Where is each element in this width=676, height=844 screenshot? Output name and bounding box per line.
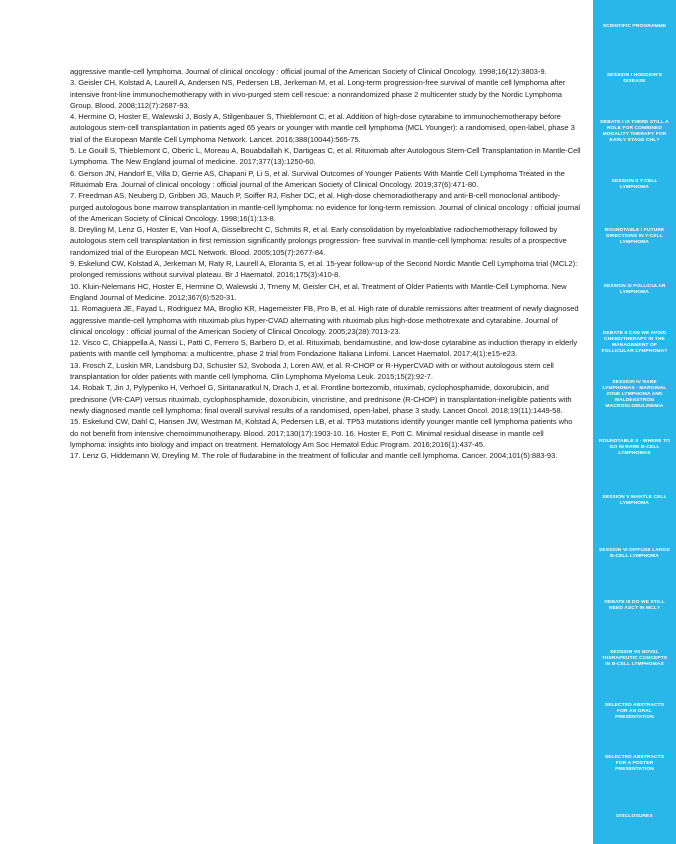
sidebar-nav-tab[interactable] — [593, 158, 676, 211]
reference-entry: 4. Hermine O, Hoster E, Walewski J, Bosly A, Stilgenbauer S, Thieblemont C, et al. Addition of high-dose cytarabine to immunochemotherapy before autologous stem-cell transplantation in patients aged 65 years or younger with mantle cell lymphoma (MCL Younger): a randomised, open-label, phase 3 trial of the European Mantle Cell Lymphoma Network. Lancet. 2016;388(10044):565-75. — [70, 112, 575, 144]
reference-entry: 3. Geisler CH, Kolstad A, Laurell A, Andersen NS, Pedersen LB, Jerkeman M, et al. Long-term progression-free survival of mantle cell lymphoma after intensive front-line immunochemotherapy with in vivo-purged stem cell rescue: a nonrandomized phase 2 multicenter study by the Nordic Lymphoma Group. Blood. 2008;112(7):2687-93. — [70, 78, 566, 110]
sidebar-nav-tab[interactable] — [593, 53, 676, 106]
sidebar-nav-tab-label: SESSION VI DIFFUSE LARGE B-CELL LYMPHOMA — [599, 547, 670, 559]
sidebar-nav-tab[interactable] — [593, 0, 676, 53]
sidebar-nav-tab-label: SESSION I HODGKIN'S DISEASE — [606, 73, 663, 85]
sidebar-nav-tab[interactable] — [593, 316, 676, 369]
sidebar-nav-tab[interactable] — [593, 580, 676, 633]
reference-entry: 10. Kluin-Nelemans HC, Hoster E, Hermine O, Walewski J, Trneny M, Geisler CH, et al. Treatment of Older Patients with Mantle-Cell Lymphoma. New England Journal of Medicine. 2012;367(6):520-31. — [70, 281, 567, 302]
sidebar-nav-tab[interactable] — [593, 369, 676, 422]
reference-entry: 6. Gerson JN, Handorf E, Villa D, Gerrie AS, Chapani P, Li S, et al. Survival Outcomes of Younger Patients With Mantle Cell Lymphoma Treated in the Rituximab Era. Journal of clinical oncology : official journal of the American Society of Clinical Oncology. 2019;37(6):471-80. — [70, 168, 565, 189]
reference-entry: 15. Eskelund CW, Dahl C, Hansen JW, Westman M, Kolstad A, Pedersen LB, et al. TP53 mutations identify younger mantle cell lymphoma patients who do not benefit from intensive chemoimmunotherapy. Blood. 2017;130(17):1903-10. 16. Hoster E, Pott C. Minimal residual disease in mantle cell lymphoma: insights into biology and impact on treatment. Hematology Am Soc Hematol Educ Program. 2016;2016(1):437-45. — [70, 417, 573, 449]
sidebar-nav-tab[interactable] — [593, 685, 676, 738]
section-navigation-sidebar — [590, 0, 676, 836]
reference-list — [70, 66, 582, 461]
sidebar-nav-tab-label: SESSION VII NOVEL THERAPEUTIC CONCEPTS IN B-CELL LYMPHOMAS — [601, 649, 668, 667]
sidebar-nav-tab-label: SELECTED ABSTRACTS FOR AN ORAL PRESENTATION — [604, 702, 665, 720]
sidebar-nav-tab-label: ROUNDTABLE I FUTURE DIRECTIONS IN T-CELL LYMPHOMA — [604, 228, 665, 246]
sidebar-nav-tab[interactable] — [593, 264, 676, 317]
sidebar-nav-tab-label: DISCLOSURES — [616, 814, 653, 819]
sidebar-nav-tab[interactable] — [593, 738, 676, 791]
reference-entry: 8. Dreyling M, Lenz G, Hoster E, Van Hoof A, Gisselbrecht C, Schmits R, et al. Early consolidation by myeloablative radiochemotherapy followed by autologous stem cell transplantation in first remission significantly prolongs progression- free survival in mantle-cell lymphoma: results of a prospective randomized trial of the European MCL Network. Blood. 2005;105(7):2677-84. — [70, 225, 567, 257]
sidebar-nav-tab-label: DEBATE III DO WE STILL NEED ASCT IN MCL? — [604, 600, 665, 612]
reference-entry: 13. Frosch Z, Luskin MR, Landsburg DJ, Schuster SJ, Svoboda J, Loren AW, et al. R-CHOP or R-HyperCVAD with or without autologous stem cell transplantation for older patients with mantle cell lymphoma. Clin Lymphoma Myeloma Leuk. 2015;15(2):92-7. — [70, 360, 554, 382]
sidebar-nav-tab[interactable] — [593, 474, 676, 527]
sidebar-nav-tab-label: DEBATE I IS THERE STILL A ROLE FOR COMBINED MODALITY THERAPY FOR EARLY STAGE CHL? — [600, 119, 669, 143]
reference-entry: aggressive mantle-cell lymphoma. Journal of clinical oncology : official journal of the American Society of Clinical Oncology. 1998;16(12):3803-9. — [70, 67, 547, 76]
sidebar-nav-tab-label: SESSION V MANTLE CELL LYMPHOMA — [602, 494, 667, 506]
reference-entry: 9. Eskelund CW, Kolstad A, Jerkeman M, Raty R, Laurell A, Eloranta S, et al. 15-year follow-up of the Second Nordic Mantle Cell Lymphoma trial (MCL2): prolonged remissions without survival plateau. Br J Haematol. 2016;175(3):410-8. — [70, 259, 578, 280]
reference-entry: 7. Freedman AS, Neuberg D, Gribben JG, Mauch P, Soiffer RJ, Fisher DC, et al. High-dose chemoradiotherapy and anti-B-cell monoclonal antibody-purged autologous bone marrow transplantation in mantle-cell lymphoma: no evidence for long-term remission. Journal of clinical oncology : official journal of the American Society of Clinical Oncology. 1998;16(1):13-8. — [70, 191, 581, 223]
reference-entry: 5. Le Gouill S, Thieblemont C, Oberic L, Moreau A, Bouabdallah K, Dartigeas C, et al. Rituximab after Autologous Stem-Cell Transplantation in Mantle-Cell Lymphoma. The New England journal of medicine. 2017;377(13):1250-60. — [70, 146, 581, 167]
sidebar-nav-tab[interactable] — [593, 422, 676, 475]
sidebar-nav-tab-label: DEBATE II CAN WE AVOID CHEMOTHERAPY IN THE MANAGEMENT OF FOLLICULAR LYMPHOMA? — [601, 330, 668, 354]
reference-entry: 11. Romaguera JE, Fayad L, Rodriguez MA, Broglio KR, Hagemeister FB, Pro B, et al. High rate of durable remissions after treatment of newly diagnosed aggressive mantle-cell lymphoma with rituximab plus hyper-CVAD alternating with rituximab plus high-dose methotrexate and cytarabine. Journal of clinical oncology : official journal of the American Society of Clinical Oncology. 2005;23(28):7013-23. — [70, 304, 579, 336]
reference-entry: 17. Lenz G, Hiddemann W, Dreyling M. The role of fludarabine in the treatment of follicular and mantle cell lymphoma. Cancer. 2004;101(5):883-93. — [70, 451, 558, 461]
sidebar-nav-tab[interactable] — [593, 632, 676, 685]
sidebar-nav-tab[interactable] — [593, 105, 676, 158]
sidebar-nav-tab-label: SESSION III FOLLICULAR LYMPHOMA — [603, 284, 666, 295]
sidebar-nav-tab[interactable] — [593, 211, 676, 264]
sidebar-nav-tab-label: SCIENTIFIC PROGRAMME — [602, 23, 667, 29]
sidebar-nav-tab-label: SELECTED ABSTRACTS FOR A POSTER PRESENTATION — [604, 755, 665, 773]
sidebar-nav-tab-label: SESSION IV RARE LYMPHOMAS - MARGINAL ZONE LYMPHOMA AND WALDENSTRÖM MACROGLOBULINEMIA — [602, 380, 667, 410]
sidebar-nav-tab-label: ROUNDTABLE II - WHERE TO GO IN RARE B-CELL LYMPHOMAS — [599, 439, 670, 457]
sidebar-nav-tab[interactable] — [593, 527, 676, 580]
sidebar-nav-tab-label: SESSION II T-CELL LYMPHOMA — [611, 178, 658, 190]
reference-entry: 12. Visco C, Chiappella A, Nassi L, Patti C, Ferrero S, Barbero D, et al. Rituximab, bendamustine, and low-dose cytarabine as induction therapy in elderly patients with mantle cell lymphoma: a multicentre, phase 2 trial from Fondazione Italiana Linfomi. Lancet Haematol. 2017;4(1):e15-e23. — [70, 338, 578, 359]
reference-entry: 14. Robak T, Jin J, Pylypenko H, Verhoef G, Siritanaratkul N, Drach J, et al. Frontline bortezomib, rituximab, cyclophosphamide, doxorubicin, and prednisone (VR-CAP) versus rituximab, cyclophosphamide, doxorubicin, vincristine, and prednisone (R-CHOP) in transplantation-ineligible patients with newly diagnosed mantle cell lymphoma: final overall survival results of a randomised, open-label, phase 3 study. Lancet Oncol. 2018;19(11):1449-58. — [70, 383, 572, 415]
